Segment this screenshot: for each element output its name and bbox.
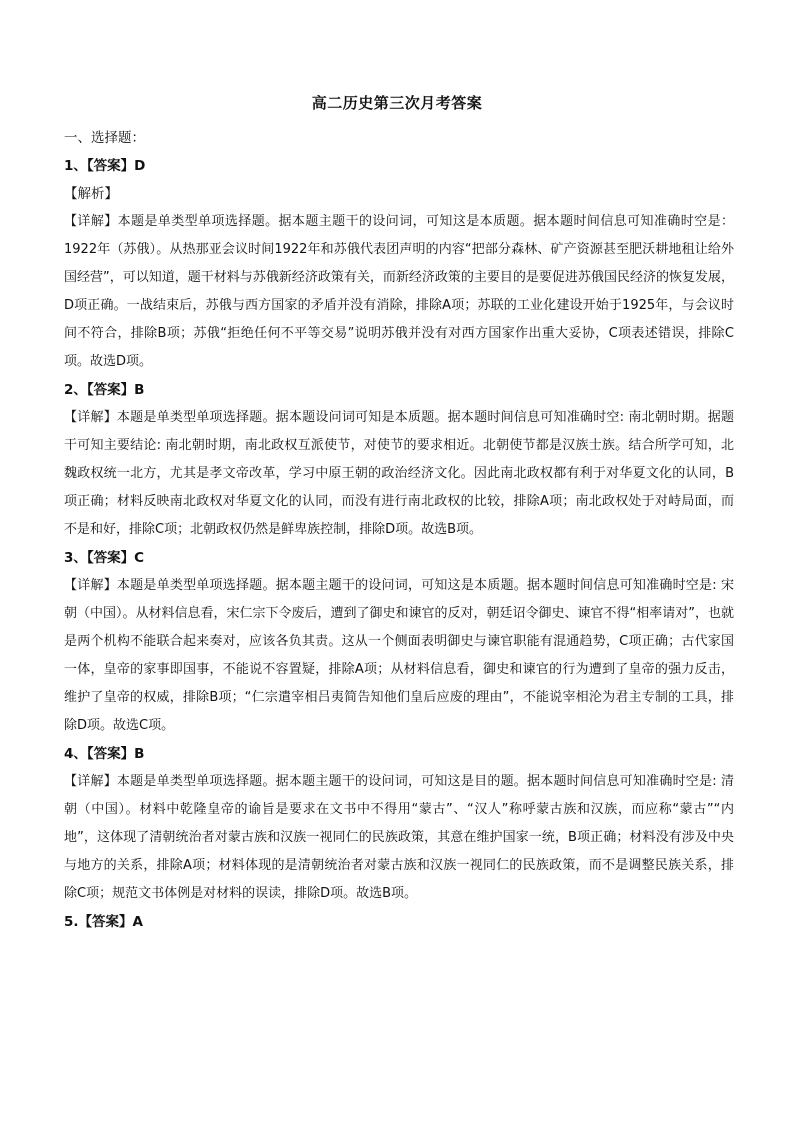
answer-4: 4、【答案】B — [64, 746, 145, 762]
page-title: 高二历史第三次月考答案 — [311, 94, 483, 112]
detail-paragraph-2: 【详解】本题是单类型单项选择题。据本题设问词可知是本质题。据本题时间信息可知准确时空: 南北朝时期。据题干可知主要结论: 南北朝时期，南北政权互派使节，对使节的要求相近。北朝使节都是汉族士族。结合所学可知，北魏政权统一北方，尤其是孝文帝改革，学习中原王朝的政治经济文化。因此南北政权都有利于对华夏文化的认同，B项正确；材料反映南北政权对华夏文化的认同，而没有进行南北政权的比较，排除A项；南北政权处于对峙局面，而不是和好，排除C项；北朝政权仍然是鲜卑族控制，排除D项。故选B项。 — [64, 410, 734, 537]
answer-2: 2、【答案】B — [64, 382, 145, 398]
detail-paragraph-1: 【详解】本题是单类型单项选择题。据本题主题干的设问词，可知这是本质题。据本题时间信息可知准确时空是：1922年（苏俄）。从热那亚会议时间1922年和苏俄代表团声明的内容“把部分森林、矿产资源甚至肥沃耕地租让给外国经营”，可以知道，题干材料与苏俄新经济政策有关，而新经济政策的主要目的是要促进苏俄国民经济的恢复发展，D项正确。一战结束后，苏俄与西方国家的矛盾并没有消除，排除A项；苏联的工业化建设开始于1925年，与会议时间不符合，排除B项；苏俄“拒绝任何不平等交易”说明苏俄并没有对西方国家作出重大妥协，C项表述错误，排除C项。故选D项。 — [64, 214, 734, 369]
analysis-label: 【解析】 — [64, 186, 118, 202]
detail-paragraph-3: 【详解】本题是单类型单项选择题。据本题主题干的设问词，可知这是本质题。据本题时间信息可知准确时空是: 宋朝（中国）。从材料信息看，宋仁宗下令废后，遭到了御史和谏官的反对，朝廷诏令御史、谏官不得“相率请对”，也就是两个机构不能联合起来奏对，应该各负其责。这从一个侧面表明御史与谏官职能有混通趋势，C项正确；古代家国一体，皇帝的家事即国事，不能说不容置疑，排除A项；从材料信息看，御史和谏官的行为遭到了皇帝的强力反击，维护了皇帝的权威，排除B项；“仁宗遣宰相吕夷简告知他们皇后应废的理由”，不能说宰相沦为君主专制的工具，排除D项。故选C项。 — [64, 578, 734, 733]
section-label: 一、选择题： — [64, 130, 145, 146]
answer-3: 3、【答案】C — [64, 550, 145, 566]
document-body — [64, 124, 734, 936]
answer-5: 5.【答案】A — [64, 914, 143, 930]
detail-paragraph-4: 【详解】本题是单类型单项选择题。据本题主题干的设问词，可知这是目的题。据本题时间信息可知准确时空是: 清朝（中国）。材料中乾隆皇帝的谕旨是要求在文书中不得用“蒙古”、“汉人”称呼蒙古族和汉族，而应称“蒙古”“内地”，这体现了清朝统治者对蒙古族和汉族一视同仁的民族政策，其意在维护国家一统，B项正确；材料没有涉及中央与地方的关系，排除A项；材料体现的是清朝统治者对蒙古族和汉族一视同仁的民族政策，而不是调整民族关系，排除C项；规范文书体例是对材料的误读，排除D项。故选B项。 — [64, 774, 734, 901]
answer-1: 1、【答案】D — [64, 158, 146, 174]
